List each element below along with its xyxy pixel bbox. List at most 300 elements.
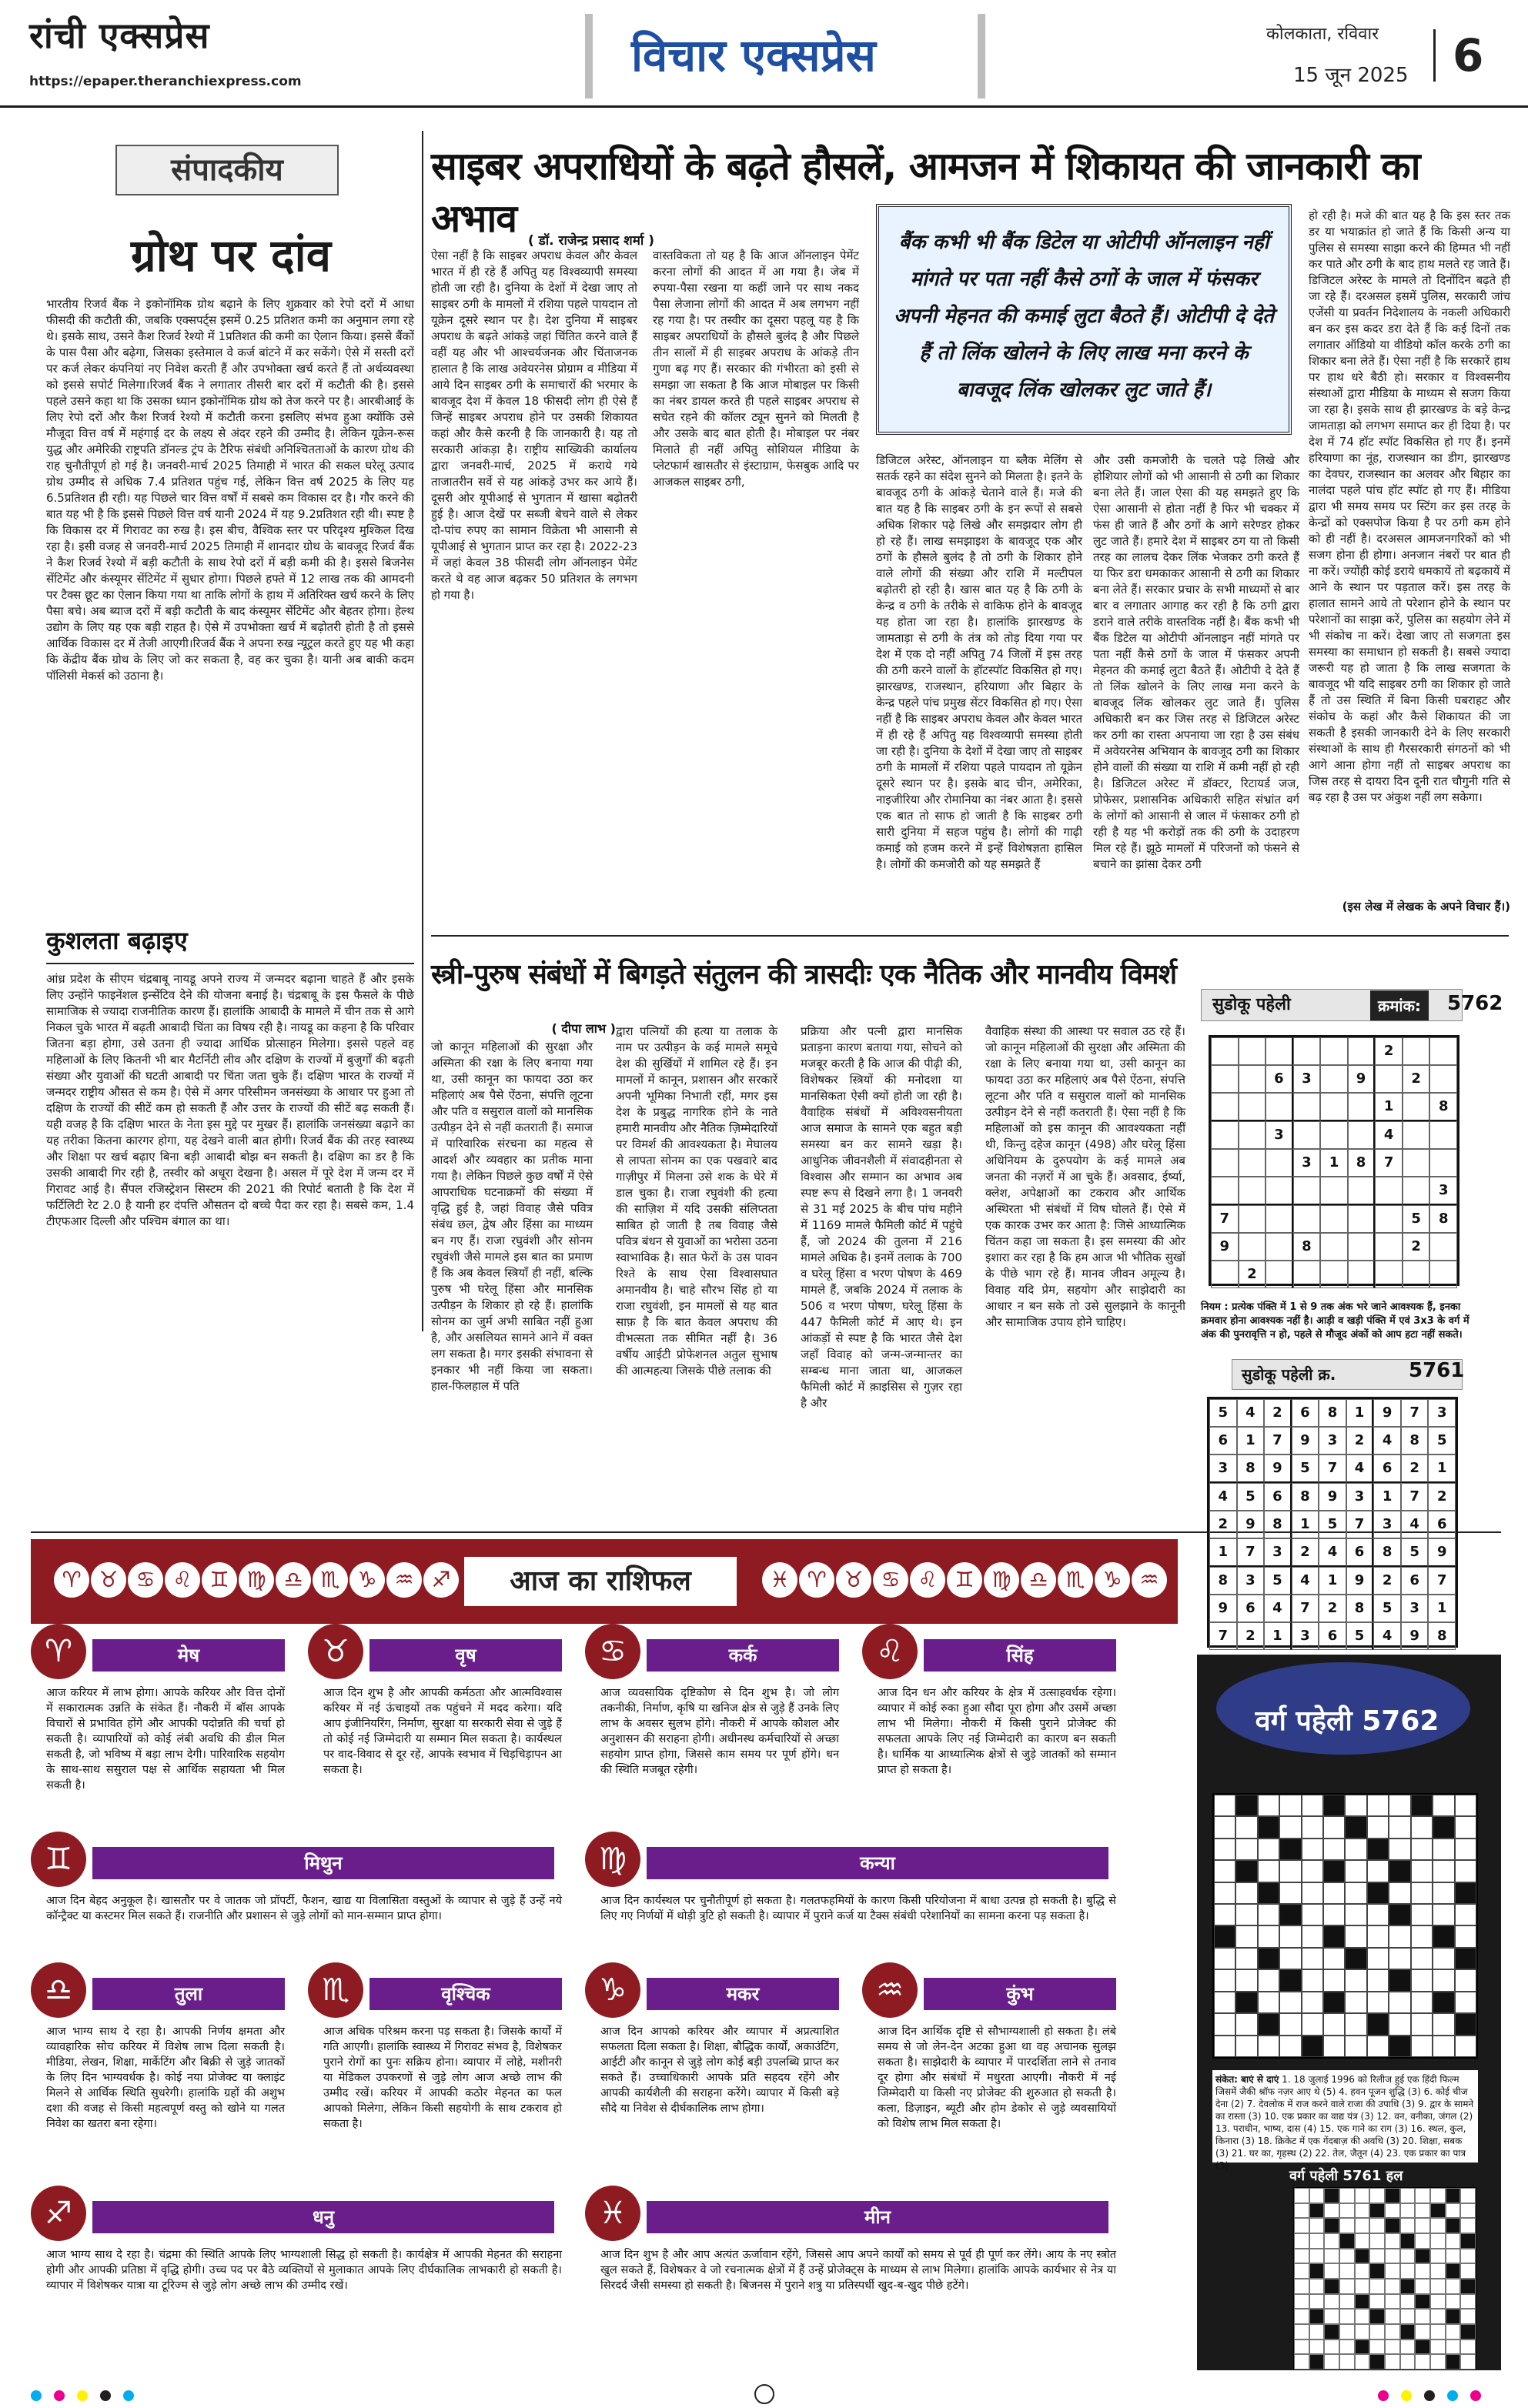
crossword-cell[interactable]	[1367, 1839, 1389, 1860]
sudoku-cell[interactable]	[1239, 1149, 1266, 1177]
crossword-cell[interactable]	[1235, 2013, 1257, 2035]
sudoku-cell[interactable]	[1348, 1177, 1376, 1205]
sudoku-cell[interactable]	[1211, 1037, 1239, 1065]
crossword-cell[interactable]	[1455, 1860, 1476, 1882]
crossword-cell[interactable]	[1258, 1969, 1279, 1991]
sudoku-cell[interactable]	[1429, 1037, 1457, 1065]
zodiac-sign-name: मेष	[92, 1639, 285, 1672]
zodiac-prediction: आज अधिक परिश्रम करना पड़ सकता है। जिसके कार्यों में गति आएगी। हालांकि स्वास्थ्य में गिरावट संभव है, विशेषकर पुराने रोगों का पुनः सक्रिय होना। व्यापार में लोहे, मशीनरी या मेडिकल उपकरणों से जुड़े लोग आज अच्छे लाभ की उम्मीद रखें। करियर में आपकी कठोर मेहनत का फल आपको मिलेगा, लेकिन किसी सहयोगी के साथ टकराव हो सकता है।	[323, 2026, 562, 2130]
sudoku-cell[interactable]	[1375, 1065, 1403, 1093]
crossword-solution-cell	[1309, 2203, 1325, 2219]
crossword-cell[interactable]	[1433, 1882, 1454, 1904]
sudoku-cell[interactable]	[1211, 1149, 1239, 1177]
sudoku-cell[interactable]: 3	[1266, 1121, 1293, 1149]
sudoku-cell[interactable]: 2	[1403, 1233, 1430, 1261]
sudoku-solution-cell: 5	[1346, 1622, 1374, 1650]
crossword-cell[interactable]	[1302, 1816, 1323, 1838]
sudoku-cell[interactable]	[1266, 1149, 1293, 1177]
sudoku-cell[interactable]	[1348, 1093, 1376, 1121]
sudoku-cell[interactable]	[1403, 1149, 1430, 1177]
zodiac-prediction: आज दिन बेहद अनुकूल है। खासतौर पर वे जातक जो प्रॉपर्टी, फैशन, खाद्य या विलासिता वस्तुओं के व्यापार से जुड़े हैं उन्हें नये कॉन्ट्रैक्ट या कस्टमर मिल सकते हैं। राजनीति और प्रशासन से जुड़े लोगों को मान-सम्मान प्राप्त होगा।	[46, 1895, 562, 1922]
crossword-cell[interactable]	[1433, 1860, 1454, 1882]
crossword-solution-cell	[1400, 2354, 1416, 2370]
sudoku-cell[interactable]: 8	[1429, 1093, 1457, 1121]
crossword-cell[interactable]	[1235, 2036, 1257, 2057]
crossword-cell[interactable]	[1258, 1816, 1279, 1838]
sudoku-cell[interactable]	[1375, 1205, 1403, 1233]
zodiac-sign-name: कर्क	[647, 1639, 839, 1672]
crossword-cell[interactable]	[1389, 2036, 1410, 2057]
sudoku-cell[interactable]	[1211, 1121, 1239, 1149]
sudoku-cell[interactable]	[1403, 1093, 1430, 1121]
crossword-cell[interactable]	[1235, 1992, 1257, 2013]
crossword-cell[interactable]	[1258, 2013, 1279, 2035]
crossword-cell[interactable]	[1455, 1839, 1476, 1860]
crossword-cell[interactable]	[1367, 1992, 1389, 2013]
crossword-cell[interactable]	[1367, 1860, 1389, 1882]
crossword-solution-cell	[1430, 2294, 1446, 2309]
crossword-cell[interactable]	[1214, 1925, 1235, 1947]
crossword-cell[interactable]	[1411, 1860, 1433, 1882]
crossword-cell[interactable]	[1258, 1839, 1279, 1860]
crossword-cell[interactable]	[1411, 1839, 1433, 1860]
crossword-cell[interactable]	[1455, 1992, 1476, 2013]
sudoku-cell[interactable]	[1403, 1037, 1430, 1065]
crossword-cell[interactable]	[1345, 1969, 1366, 1991]
crossword-cell[interactable]	[1345, 1795, 1366, 1816]
crossword-cell[interactable]	[1235, 1860, 1257, 1882]
crossword-cell[interactable]	[1323, 2036, 1345, 2057]
crossword-cell[interactable]	[1455, 2013, 1476, 2035]
crossword-cell[interactable]	[1214, 1992, 1235, 2013]
sudoku-cell[interactable]	[1239, 1177, 1266, 1205]
zodiac-sign-name: सिंह	[924, 1639, 1116, 1672]
crossword-cell[interactable]	[1389, 1969, 1410, 1991]
crossword-cell[interactable]	[1323, 1904, 1345, 1925]
crossword-cell[interactable]	[1367, 1795, 1389, 1816]
crossword-cell[interactable]	[1323, 1948, 1345, 1969]
crossword-cell[interactable]	[1235, 1904, 1257, 1925]
crossword-cell[interactable]	[1279, 1839, 1301, 1860]
crossword-cell[interactable]	[1214, 1816, 1235, 1838]
sudoku-cell[interactable]	[1429, 1065, 1457, 1093]
crossword-cell[interactable]	[1433, 2036, 1454, 2057]
crossword-cell[interactable]	[1279, 1795, 1301, 1816]
crossword-cell[interactable]	[1258, 1948, 1279, 1969]
crossword-cell[interactable]	[1411, 1948, 1433, 1969]
crossword-solution-cell	[1309, 2279, 1325, 2294]
sudoku-cell[interactable]	[1266, 1093, 1293, 1121]
crossword-cell[interactable]	[1389, 1860, 1410, 1882]
crossword-cell[interactable]	[1279, 1882, 1301, 1904]
sudoku-cell[interactable]	[1429, 1261, 1457, 1288]
sudoku-cell[interactable]	[1348, 1233, 1376, 1261]
crossword-cell[interactable]	[1214, 1860, 1235, 1882]
crossword-solution-cell	[1294, 2233, 1309, 2249]
crossword-cell[interactable]	[1367, 1969, 1389, 1991]
crossword-cell[interactable]	[1433, 1839, 1454, 1860]
crossword-cell[interactable]	[1345, 1860, 1366, 1882]
main-article-headline: साइबर अपराधियों के बढ़ते हौसलें, आमजन में शिकायत की जानकारी का अभाव	[431, 144, 1420, 241]
crossword-cell[interactable]	[1345, 1925, 1366, 1947]
crossword-cell[interactable]	[1214, 1839, 1235, 1860]
crossword-cell[interactable]	[1302, 1948, 1323, 1969]
crossword-cell[interactable]	[1302, 1882, 1323, 1904]
sudoku-solution-cell: 9	[1319, 1483, 1346, 1511]
crossword-cell[interactable]	[1411, 1904, 1433, 1925]
crossword-cell[interactable]	[1302, 1969, 1323, 1991]
zodiac-prediction: आज दिन धन और करियर के क्षेत्र में उत्साहवर्धक रहेगा। व्यापार में कोई रुका हुआ सौदा पूरा होगा और उसमें अच्छा लाभ भी मिलेगा। नौकरी में किसी पुराने प्रोजेक्ट की सफलता आपके लिए नई जिम्मेदारी का कारण बन सकती है। धार्मिक या आध्यात्मिक क्षेत्रों से जुड़े जातकों को सम्मान प्राप्त हो सकता है।	[878, 1687, 1116, 1776]
sudoku-solution-cell: 1	[1264, 1622, 1292, 1650]
sudoku-cell[interactable]: 2	[1375, 1037, 1403, 1065]
crossword-cell[interactable]	[1302, 1904, 1323, 1925]
sudoku-cell[interactable]: 9	[1211, 1233, 1239, 1261]
crossword-cell[interactable]	[1455, 1904, 1476, 1925]
crossword-cell[interactable]	[1455, 2036, 1476, 2057]
crossword-cell[interactable]	[1455, 1969, 1476, 1991]
sudoku-cell[interactable]: 9	[1348, 1065, 1376, 1093]
sudoku-cell[interactable]: 5	[1403, 1205, 1430, 1233]
crossword-cell[interactable]	[1389, 1882, 1410, 1904]
sudoku-cell[interactable]: 8	[1293, 1233, 1321, 1261]
crossword-solution-cell	[1309, 2218, 1325, 2233]
sudoku-cell[interactable]	[1293, 1177, 1321, 1205]
sudoku-solution-cell: 6	[1264, 1483, 1292, 1511]
crossword-cell[interactable]	[1258, 2036, 1279, 2057]
crossword-cell[interactable]	[1279, 2036, 1301, 2057]
sudoku-cell[interactable]	[1293, 1205, 1321, 1233]
crossword-solution-cell	[1385, 2294, 1400, 2309]
crossword-cell[interactable]	[1302, 1925, 1323, 1947]
article2-column: जो कानून महिलाओं की सुरक्षा और अस्मिता की रक्षा के लिए बनाया गया था, उसी कानून का फायदा उठा कर महिलाएं अब पैसे ऐंठना, संपत्ति लूटना और पति व ससुराल वालों को मानसिक उत्पीड़न देने से नहीं कतराती हैं। समाज में पारिवारिक संरचना का महत्व से आदर्श और व्यवहार का प्रतीक माना गया है। लेकिन पिछले कुछ वर्षों में ऐसे आपराधिक घटनाक्रमों की संख्या में वृद्धि हुई है, जहां विवाह जैसे पवित्र संबंध छल, द्वेष और हिंसा का माध्यम बन गए हैं। राजा रघुवंशी और सोनम रघुवंशी जैसे मामले इस बात का प्रमाण हैं कि अब केवल स्त्रियाँ ही नहीं, बल्कि पुरुष भी घरेलू हिंसा और मानसिक उत्पीड़न के शिकार हो रहे हैं। हालांकि सोनम का जुर्म अभी साबित नहीं हुआ है, और असलियत सामने आने में वक्त लग सकता है। मगर इसकी संभावना से इनकार भी नहीं किया जा सकता। हाल-फिलहाल में पति	[431, 1040, 593, 1393]
crossword-cell[interactable]	[1235, 1839, 1257, 1860]
crossword-cell[interactable]	[1235, 1969, 1257, 1991]
crossword-cell[interactable]	[1235, 1882, 1257, 1904]
crossword-solution-cell	[1415, 2340, 1430, 2355]
crossword-cell[interactable]	[1323, 1795, 1345, 1816]
sudoku-cell[interactable]	[1293, 1121, 1321, 1149]
crossword-cell[interactable]	[1345, 1839, 1366, 1860]
crossword-solution-cell	[1430, 2340, 1446, 2355]
sudoku-cell[interactable]	[1348, 1261, 1376, 1288]
crossword-cell[interactable]	[1411, 1816, 1433, 1838]
crossword-cell[interactable]	[1302, 1860, 1323, 1882]
sudoku-cell[interactable]	[1211, 1093, 1239, 1121]
sudoku-cell[interactable]: 8	[1348, 1149, 1376, 1177]
sudoku-cell[interactable]: 6	[1266, 1065, 1293, 1093]
crossword-solution-cell	[1355, 2188, 1370, 2203]
crossword-solution-cell	[1446, 2188, 1461, 2203]
sudoku-cell[interactable]	[1320, 1233, 1348, 1261]
sudoku-cell[interactable]	[1348, 1037, 1376, 1065]
crossword-cell[interactable]	[1367, 1882, 1389, 1904]
sudoku-cell[interactable]: 3	[1293, 1065, 1321, 1093]
sudoku-cell[interactable]	[1320, 1261, 1348, 1288]
crossword-cell[interactable]	[1411, 1969, 1433, 1991]
sudoku-cell[interactable]	[1211, 1261, 1239, 1288]
crossword-solution-cell	[1415, 2218, 1430, 2233]
sudoku-solution-title: सुडोकू पहेली क्र.	[1232, 1359, 1463, 1390]
crossword-cell[interactable]	[1411, 1882, 1433, 1904]
zodiac-sign-name: मीन	[647, 2201, 1108, 2233]
crossword-cell[interactable]	[1389, 1816, 1410, 1838]
crossword-cell[interactable]	[1302, 1992, 1323, 2013]
crossword-cell[interactable]	[1433, 1992, 1454, 2013]
crossword-cell[interactable]	[1345, 2036, 1366, 2057]
zodiac-prediction: आज दिन शुभ है और आपकी कर्मठता और आत्मविश्वास करियर में नई ऊंचाइयों तक पहुंचने में मदद करेगा। यदि आप इंजीनियरिंग, निर्माण, सुरक्षा या सरकारी सेवा से जुड़े हैं तो कोई नई जिम्मेदारी या सम्मान मिल सकता है। कार्यस्थल पर वाद-विवाद से दूर रहें, आपके स्वभाव में चिड़चिड़ापन आ सकता है।	[323, 1687, 562, 1776]
section-rule	[431, 935, 1509, 937]
crossword-cell[interactable]	[1235, 1816, 1257, 1838]
crossword-cell[interactable]	[1345, 1992, 1366, 2013]
sudoku-cell[interactable]	[1375, 1261, 1403, 1288]
crossword-cell[interactable]	[1433, 1795, 1454, 1816]
crossword-cell[interactable]	[1302, 1839, 1323, 1860]
sudoku-solution-cell: 2	[1237, 1622, 1265, 1650]
crossword-cell[interactable]	[1411, 1992, 1433, 2013]
crossword-cell[interactable]	[1389, 2013, 1410, 2035]
dateline-city: कोलकाता, रविवार	[1266, 25, 1379, 44]
sudoku-solution-cell: 9	[1428, 1538, 1456, 1567]
crossword-cell[interactable]	[1411, 2036, 1433, 2057]
sudoku-cell[interactable]	[1293, 1093, 1321, 1121]
sudoku-cell[interactable]: 4	[1375, 1121, 1403, 1149]
sudoku-cell[interactable]	[1403, 1121, 1430, 1149]
crossword-cell[interactable]	[1279, 1904, 1301, 1925]
crossword-cell[interactable]	[1367, 1816, 1389, 1838]
crossword-cell[interactable]	[1455, 1795, 1476, 1816]
sudoku-solution-cell: 9	[1292, 1427, 1319, 1454]
crossword-solution-cell	[1355, 2233, 1370, 2249]
crossword-cell[interactable]	[1279, 2013, 1301, 2035]
sudoku-cell[interactable]: 2	[1403, 1065, 1430, 1093]
main-article-column: वास्तविकता तो यह है कि आज ऑनलाइन पेमेंट करना लोगों की आदत में आ गया है। जेब में रुपया-पैसा रखना या कहीं जाने पर साथ नकद पैसा लेजाना लोगों की आदत में अब लगभग नहीं रह गया है। पर तस्वीर का दूसरा पहलू यह है कि साइबर अपराधियों के हौसले बुलंद है और पिछले तीन सालों में ही साइबर अपराध के आंकड़े तीन गुणा बढ़ गए हैं। सरकार की गंभीरता को इसी से समझा जा सकता है कि आज मोबाइल पर किसी का नंबर डायल करते ही पहले साइबर अपराध से सचेत रहने की कॉलर ट्यून सुनने को मिलती है और उसके बाद बात होती है। मोबाइल पर नंबर मिलाते ही नहीं अपितु सोशियल मीडिया के प्लेटफार्म खासतौर से इंस्टाग्राम, फेसबुक आदि पर आजकल साइबर ठगी,	[653, 249, 859, 489]
sudoku-cell[interactable]	[1239, 1065, 1266, 1093]
crossword-cell[interactable]	[1367, 1904, 1389, 1925]
crossword-cell[interactable]	[1433, 1925, 1454, 1947]
crossword-cell[interactable]	[1258, 1860, 1279, 1882]
crossword-cell[interactable]	[1367, 2036, 1389, 2057]
crossword-cell[interactable]	[1258, 1904, 1279, 1925]
crossword-solution-cell	[1460, 2340, 1476, 2355]
crossword-cell[interactable]	[1455, 1925, 1476, 1947]
sudoku-cell[interactable]: 1	[1375, 1093, 1403, 1121]
crossword-cell[interactable]	[1279, 1992, 1301, 2013]
crossword-cell[interactable]	[1302, 2036, 1323, 2057]
crossword-cell[interactable]	[1345, 2013, 1366, 2035]
crossword-cell[interactable]	[1389, 1904, 1410, 1925]
crossword-cell[interactable]	[1214, 1904, 1235, 1925]
sudoku-cell[interactable]: 2	[1239, 1261, 1266, 1288]
crossword-cell[interactable]	[1258, 1992, 1279, 2013]
sudoku-cell[interactable]	[1320, 1121, 1348, 1149]
sudoku-cell[interactable]	[1429, 1149, 1457, 1177]
sudoku-cell[interactable]	[1266, 1037, 1293, 1065]
crossword-cell[interactable]	[1433, 1948, 1454, 1969]
epaper-url[interactable]: https://epaper.theranchiexpress.com	[29, 74, 302, 89]
crossword-cell[interactable]	[1214, 2036, 1235, 2057]
crossword-cell[interactable]	[1323, 1839, 1345, 1860]
crossword-solution-cell	[1355, 2340, 1370, 2355]
crossword-cell[interactable]	[1235, 1925, 1257, 1947]
crossword-cell[interactable]	[1367, 1948, 1389, 1969]
sudoku-title: सुडोकू पहेली	[1201, 989, 1463, 1021]
crossword-cell[interactable]	[1389, 1992, 1410, 2013]
sudoku-cell[interactable]	[1320, 1205, 1348, 1233]
sudoku-solution-cell: 6	[1319, 1622, 1346, 1650]
crossword-solution-cell	[1446, 2263, 1461, 2279]
crossword-cell[interactable]	[1455, 1948, 1476, 1969]
crossword-solution-cell	[1309, 2354, 1325, 2370]
crossword-cell[interactable]	[1279, 1925, 1301, 1947]
crossword-solution-cell	[1369, 2324, 1385, 2340]
sudoku-cell[interactable]	[1320, 1177, 1348, 1205]
crossword-solution-cell	[1294, 2324, 1309, 2340]
crossword-cell[interactable]	[1323, 1882, 1345, 1904]
sudoku-cell[interactable]	[1239, 1121, 1266, 1149]
crossword-cell[interactable]	[1279, 1860, 1301, 1882]
crossword-cell[interactable]	[1323, 1969, 1345, 1991]
sudoku-cell[interactable]	[1320, 1037, 1348, 1065]
crossword-cell[interactable]	[1258, 1882, 1279, 1904]
crossword-cell[interactable]	[1345, 1904, 1366, 1925]
crossword-cell[interactable]	[1302, 1795, 1323, 1816]
crossword-cell[interactable]	[1258, 1795, 1279, 1816]
sudoku-cell[interactable]	[1429, 1121, 1457, 1149]
crossword-cell[interactable]	[1279, 1948, 1301, 1969]
zodiac-icon: ♊	[947, 1562, 982, 1598]
zodiac-sign-name: तुला	[92, 1978, 285, 2010]
crossword-solution-cell	[1460, 2188, 1476, 2203]
sudoku-cell[interactable]	[1239, 1037, 1266, 1065]
sudoku-cell[interactable]	[1266, 1177, 1293, 1205]
sudoku-solution-cell: 5	[1373, 1595, 1401, 1622]
sudoku-solution-cell: 2	[1209, 1511, 1237, 1538]
crossword-solution-cell	[1294, 2340, 1309, 2355]
sudoku-solution-cell: 3	[1264, 1538, 1292, 1567]
crossword-cell[interactable]	[1367, 1925, 1389, 1947]
crossword-cell[interactable]	[1389, 1925, 1410, 1947]
crossword-cell[interactable]	[1323, 1925, 1345, 1947]
crossword-cell[interactable]	[1433, 1816, 1454, 1838]
crossword-solution-cell	[1400, 2294, 1416, 2309]
crossword-solution-cell	[1430, 2203, 1446, 2219]
crossword-cell[interactable]	[1433, 1969, 1454, 1991]
crossword-cell[interactable]	[1235, 1948, 1257, 1969]
crossword-cell[interactable]	[1279, 1969, 1301, 1991]
crossword-solution-title: वर्ग पहेली 5761 हल	[1289, 2168, 1403, 2184]
sudoku-cell[interactable]	[1266, 1233, 1293, 1261]
sudoku-cell[interactable]: 3	[1429, 1177, 1457, 1205]
sudoku-cell[interactable]	[1403, 1177, 1430, 1205]
crossword-cell[interactable]	[1323, 2013, 1345, 2035]
crossword-cell[interactable]	[1214, 1948, 1235, 1969]
crossword-cell[interactable]	[1323, 1992, 1345, 2013]
zodiac-icon: ♉	[91, 1562, 126, 1598]
sudoku-solution-cell: 4	[1373, 1427, 1401, 1454]
crossword-cell[interactable]	[1323, 1860, 1345, 1882]
crossword-solution-cell	[1309, 2233, 1325, 2249]
sudoku-solution-cell: 8	[1209, 1567, 1237, 1595]
sudoku-cell[interactable]	[1375, 1177, 1403, 1205]
sudoku-cell[interactable]: 3	[1293, 1149, 1321, 1177]
sudoku-cell[interactable]	[1320, 1093, 1348, 1121]
sudoku-cell[interactable]	[1266, 1205, 1293, 1233]
sudoku-cell[interactable]: 1	[1320, 1149, 1348, 1177]
sudoku-cell[interactable]: 7	[1211, 1205, 1239, 1233]
sudoku-cell[interactable]	[1293, 1261, 1321, 1288]
zodiac-icon: ♎	[1021, 1562, 1056, 1598]
sudoku-rules: नियम : प्रत्येक पंक्ति में 1 से 9 तक अंक भरे जाने आवश्यक हैं, इनका क्रमवार होना आवश्यक नहीं है। आड़ी व खड़ी पंक्ति में एवं 3x3 के वर्ग में अंक की पुनरावृत्ति न हो, पहले से मौजूद अंकों को आप हटा नहीं सकते।	[1201, 1301, 1469, 1341]
column-rule	[422, 131, 423, 1331]
crossword-cell[interactable]	[1367, 2013, 1389, 2035]
crossword-cell[interactable]	[1345, 1948, 1366, 1969]
crossword-solution-cell	[1460, 2354, 1476, 2370]
crossword-cell[interactable]	[1455, 1816, 1476, 1838]
sudoku-cell[interactable]	[1375, 1233, 1403, 1261]
crossword-cell[interactable]	[1433, 2013, 1454, 2035]
crossword-cell[interactable]	[1345, 1882, 1366, 1904]
crossword-grid[interactable]	[1212, 1793, 1478, 2059]
crossword-cell[interactable]	[1411, 1925, 1433, 1947]
sudoku-cell[interactable]	[1348, 1121, 1376, 1149]
sudoku-solution-number: 5761	[1409, 1359, 1465, 1382]
zodiac-icon: ♏	[313, 1562, 348, 1598]
sudoku-cell[interactable]	[1211, 1065, 1239, 1093]
crossword-cell[interactable]	[1302, 2013, 1323, 2035]
sudoku-cell[interactable]	[1429, 1233, 1457, 1261]
crossword-cell[interactable]	[1214, 1969, 1235, 1991]
sudoku-cell[interactable]	[1239, 1233, 1266, 1261]
sudoku-cell[interactable]	[1403, 1261, 1430, 1288]
crossword-cell[interactable]	[1389, 1795, 1410, 1816]
sudoku-cell[interactable]	[1348, 1205, 1376, 1233]
crossword-cell[interactable]	[1411, 1795, 1433, 1816]
sudoku-cell[interactable]	[1239, 1093, 1266, 1121]
crossword-cell[interactable]	[1389, 1948, 1410, 1969]
sudoku-solution-cell: 2	[1319, 1595, 1346, 1622]
sudoku-cell[interactable]: 7	[1375, 1149, 1403, 1177]
sudoku-solution-cell: 9	[1373, 1399, 1401, 1427]
crossword-solution-cell	[1369, 2354, 1385, 2370]
article2-column: वैवाहिक संस्था की आस्था पर सवाल उठ रहे हैं। जो कानून महिलाओं की सुरक्षा और अस्मिता की रक्षा के लिए बनाया गया था, उसी कानून का फायदा उठा कर महिलाएं अब पैसे ऐंठना, संपत्ति लूटना और पति व ससुराल वालों को मानसिक उत्पीड़न देने से नहीं कतराती हैं। ऐसा नहीं है कि महिलाओं को इस कानून की आवश्यकता नहीं थी, किन्तु दहेज कानून (498) और घरेलू हिंसा अधिनियम के दुरुपयोग के कई मामले अब जनता की नज़रों में आ चुके हैं। अवसाद, ईर्ष्या, क्लेश, अपेक्षाओं का टकराव और आर्थिक अस्थिरता भी संबंधों में विष घोलते हैं। ऐसे में एक कारक उभर कर आता है: जिसे आध्यात्मिक चिंतन कहा जा सकता है। इस समस्या की ओर इशारा कर रहा है कि हम आज भी भौतिक सुखों के पीछे भाग रहे हैं। मानव जीवन अमूल्य है। विवाह यदि प्रेम, सहयोग और साझेदारी का आधार न बन सके तो उसे सुलझाने के कानूनी और सामाजिक उपाय होने चाहिए।	[985, 1024, 1185, 1329]
crossword-cell[interactable]	[1411, 2013, 1433, 2035]
sudoku-solution-cell: 2	[1428, 1483, 1456, 1511]
sudoku-cell[interactable]: 8	[1429, 1205, 1457, 1233]
sudoku-cell[interactable]	[1320, 1065, 1348, 1093]
sudoku-solution-cell: 8	[1319, 1399, 1346, 1427]
crossword-cell[interactable]	[1214, 1882, 1235, 1904]
crossword-solution-cell	[1339, 2249, 1355, 2264]
crossword-cell[interactable]	[1345, 1816, 1366, 1838]
crossword-cell[interactable]	[1455, 1882, 1476, 1904]
crossword-solution-cell	[1324, 2309, 1339, 2324]
crossword-solution-cell	[1385, 2203, 1400, 2219]
crossword-cell[interactable]	[1279, 1816, 1301, 1838]
sudoku-cell[interactable]	[1239, 1205, 1266, 1233]
sudoku-cell[interactable]	[1293, 1037, 1321, 1065]
crossword-cell[interactable]	[1235, 1795, 1257, 1816]
sudoku-grid[interactable]	[1209, 1035, 1459, 1286]
crossword-cell[interactable]	[1214, 2013, 1235, 2035]
crossword-cell[interactable]	[1258, 1925, 1279, 1947]
crossword-cell[interactable]	[1214, 1795, 1235, 1816]
crossword-solution-cell	[1294, 2354, 1309, 2370]
crossword-cell[interactable]	[1433, 1904, 1454, 1925]
crossword-cell[interactable]	[1389, 1839, 1410, 1860]
crossword-cell[interactable]	[1323, 1816, 1345, 1838]
sudoku-cell[interactable]	[1211, 1177, 1239, 1205]
sudoku-cell[interactable]	[1266, 1261, 1293, 1288]
